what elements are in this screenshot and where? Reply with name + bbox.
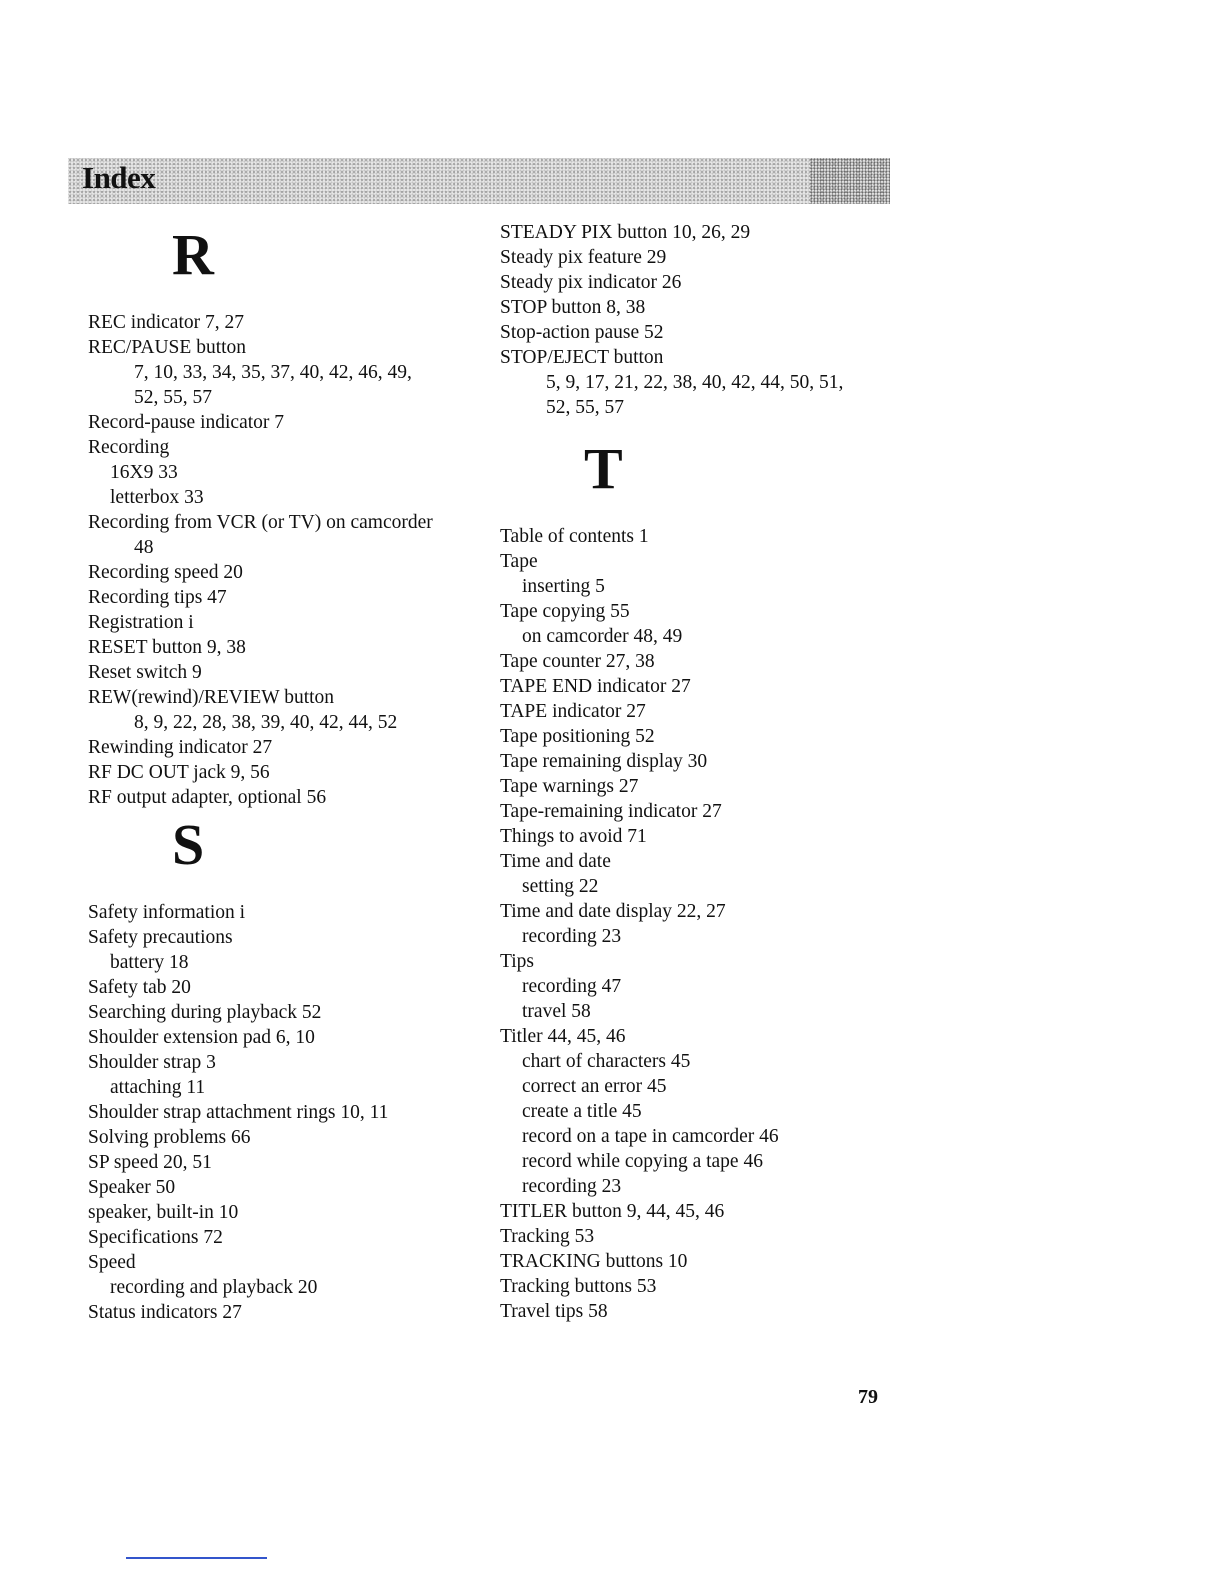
index-entry: Status indicators 27 <box>88 1302 242 1323</box>
index-entry: Tape <box>500 551 538 572</box>
index-entry: 52, 55, 57 <box>134 387 212 408</box>
index-entry: STEADY PIX button 10, 26, 29 <box>500 222 751 243</box>
index-entry: Tape-remaining indicator 27 <box>500 801 722 822</box>
index-entry: letterbox 33 <box>110 487 204 508</box>
index-entry: TRACKING buttons 10 <box>500 1251 688 1272</box>
index-entry: Time and date display 22, 27 <box>500 901 726 922</box>
section-letter-t: T <box>584 436 623 501</box>
index-entry: correct an error 45 <box>522 1076 667 1097</box>
index-entry: Reset switch 9 <box>88 662 202 683</box>
index-entry: Tips <box>500 951 534 972</box>
index-entry: Tape counter 27, 38 <box>500 651 655 672</box>
index-entry: RESET button 9, 38 <box>88 637 246 658</box>
index-entry: 16X9 33 <box>110 462 178 483</box>
section-letter-s: S <box>172 812 205 877</box>
index-entry: battery 18 <box>110 952 189 973</box>
index-entry: Searching during playback 52 <box>88 1002 322 1023</box>
index-column-left <box>88 220 478 1325</box>
index-entry: STOP button 8, 38 <box>500 297 646 318</box>
index-entry: STOP/EJECT button <box>500 347 664 368</box>
index-entry: Tracking 53 <box>500 1226 595 1247</box>
index-entry: Steady pix feature 29 <box>500 247 667 268</box>
index-entry: recording 23 <box>522 926 622 947</box>
index-entry: Solving problems 66 <box>88 1127 251 1148</box>
index-entry: Tape remaining display 30 <box>500 751 708 772</box>
index-entry: REC indicator 7, 27 <box>88 312 244 333</box>
page-title: Index <box>82 160 156 195</box>
index-entry: TAPE indicator 27 <box>500 701 646 722</box>
index-entry: Titler 44, 45, 46 <box>500 1026 626 1047</box>
index-entry: Travel tips 58 <box>500 1301 608 1322</box>
index-entry: Things to avoid 71 <box>500 826 647 847</box>
index-entry: Tape warnings 27 <box>500 776 639 797</box>
index-entry: attaching 11 <box>110 1077 206 1098</box>
index-entry: 8, 9, 22, 28, 38, 39, 40, 42, 44, 52 <box>134 712 398 733</box>
index-entry: 52, 55, 57 <box>546 397 624 418</box>
index-entry: Recording tips 47 <box>88 587 227 608</box>
page-number: 79 <box>858 1386 878 1408</box>
index-entry: Recording from VCR (or TV) on camcorder <box>88 512 433 533</box>
section-s-entries <box>88 900 478 1325</box>
index-entry: Record-pause indicator 7 <box>88 412 285 433</box>
index-entry: recording 23 <box>522 1176 622 1197</box>
index-entry: RF output adapter, optional 56 <box>88 787 327 808</box>
section-letter-r: R <box>172 222 214 287</box>
index-entry: TITLER button 9, 44, 45, 46 <box>500 1201 725 1222</box>
index-entry: SP speed 20, 51 <box>88 1152 212 1173</box>
index-entry: travel 58 <box>522 1001 591 1022</box>
index-entry: Steady pix indicator 26 <box>500 272 682 293</box>
section-t-entries <box>500 524 890 1324</box>
index-entry: Specifications 72 <box>88 1227 223 1248</box>
index-entry: on camcorder 48, 49 <box>522 626 683 647</box>
index-entry: 48 <box>134 537 154 558</box>
section-r-entries <box>88 310 478 810</box>
index-entry: Recording speed 20 <box>88 562 243 583</box>
index-entry: Safety precautions <box>88 927 233 948</box>
index-entry: recording and playback 20 <box>110 1277 318 1298</box>
index-entry: record while copying a tape 46 <box>522 1151 763 1172</box>
index-entry: Table of contents 1 <box>500 526 649 547</box>
index-column-right <box>500 220 890 1324</box>
index-entry: setting 22 <box>522 876 599 897</box>
section-s-continued-entries <box>500 220 890 420</box>
index-entry: Tape copying 55 <box>500 601 630 622</box>
index-entry: recording 47 <box>522 976 622 997</box>
index-entry: create a title 45 <box>522 1101 642 1122</box>
index-entry: Shoulder extension pad 6, 10 <box>88 1027 315 1048</box>
index-entry: Safety tab 20 <box>88 977 191 998</box>
index-entry: 7, 10, 33, 34, 35, 37, 40, 42, 46, 49, <box>134 362 412 383</box>
index-entry: Shoulder strap 3 <box>88 1052 216 1073</box>
index-entry: REW(rewind)/REVIEW button <box>88 687 335 708</box>
index-entry: inserting 5 <box>522 576 605 597</box>
index-entry: REC/PAUSE button <box>88 337 247 358</box>
index-entry: Stop-action pause 52 <box>500 322 664 343</box>
index-entry: 5, 9, 17, 21, 22, 38, 40, 42, 44, 50, 51, <box>546 372 844 393</box>
index-entry: Speaker 50 <box>88 1177 176 1198</box>
index-entry: record on a tape in camcorder 46 <box>522 1126 779 1147</box>
index-entry: RF DC OUT jack 9, 56 <box>88 762 270 783</box>
index-entry: speaker, built-in 10 <box>88 1202 239 1223</box>
index-entry: Shoulder strap attachment rings 10, 11 <box>88 1102 389 1123</box>
index-entry: TAPE END indicator 27 <box>500 676 691 697</box>
index-entry: Safety information i <box>88 902 246 923</box>
index-entry: Speed <box>88 1252 136 1273</box>
index-entry: Tracking buttons 53 <box>500 1276 657 1297</box>
index-entry: Recording <box>88 437 170 458</box>
index-entry: Tape positioning 52 <box>500 726 655 747</box>
index-header-band <box>68 158 890 204</box>
index-entry: Registration i <box>88 612 194 633</box>
index-entry: chart of characters 45 <box>522 1051 691 1072</box>
footer-rule <box>126 1557 267 1559</box>
index-entry: Time and date <box>500 851 611 872</box>
index-entry: Rewinding indicator 27 <box>88 737 273 758</box>
